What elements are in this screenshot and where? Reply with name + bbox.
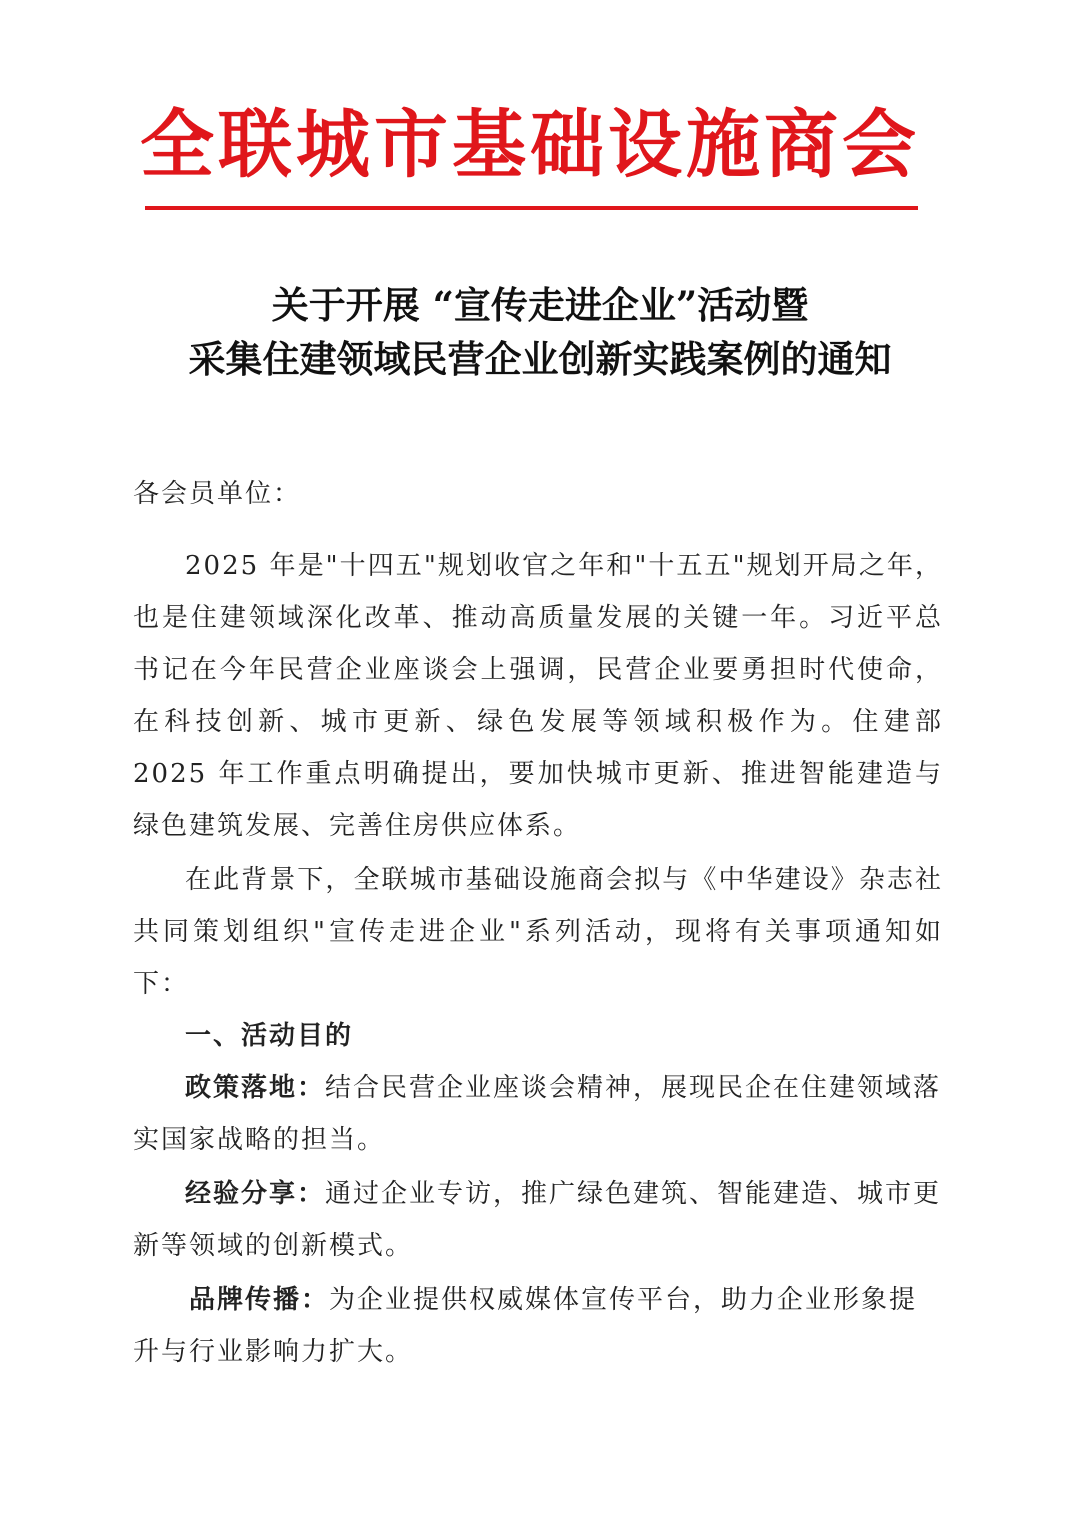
item-text: 为企业提供权威媒体宣传平台，助力企业形象提升与行业影响力扩大。 [133,1285,918,1367]
title-line-1: 关于开展 “宣传走进企业”活动暨 [271,283,809,327]
item-label: 经验分享： [185,1179,326,1209]
purpose-item-policy [133,1062,943,1166]
title-line-2: 采集住建领域民营企业创新实践案例的通知 [188,337,892,381]
paragraph-context: 在此背景下，全联城市基础设施商会拟与《中华建设》杂志社共同策划组织"宣传走进企业"系列活动，现将有关事项通知如下： [133,865,943,999]
item-label: 政策落地： [185,1073,326,1103]
red-header-rule [145,206,918,210]
document-title [60,278,1020,386]
organization-masthead: 全联城市基础设施商会 [140,102,920,188]
purpose-item-experience [133,1168,943,1272]
paragraph-background: 2025 年是"十四五"规划收官之年和"十五五"规划开局之年，也是住建领域深化改革、推动高质量发展的关键一年。习近平总书记在今年民营企业座谈会上强调，民营企业要勇担时代使命，在科技创新、城市更新、绿色发展等领域积极作为。住建部 2025 年工作重点明确提出，要加快城市更新、推进智能建造与绿色建筑发展、完善住房供应体系。 [133,551,943,841]
item-text: 通过企业专访，推广绿色建筑、智能建造、城市更新等领域的创新模式。 [133,1179,942,1261]
purpose-item-brand [133,1274,943,1378]
item-label: 品牌传播： [189,1285,330,1315]
item-text: 结合民营企业座谈会精神，展现民企在住建领域落实国家战略的担当。 [133,1073,942,1155]
section-heading-purpose: 一、活动目的 [185,1021,354,1051]
salutation: 各会员单位： [133,479,302,509]
